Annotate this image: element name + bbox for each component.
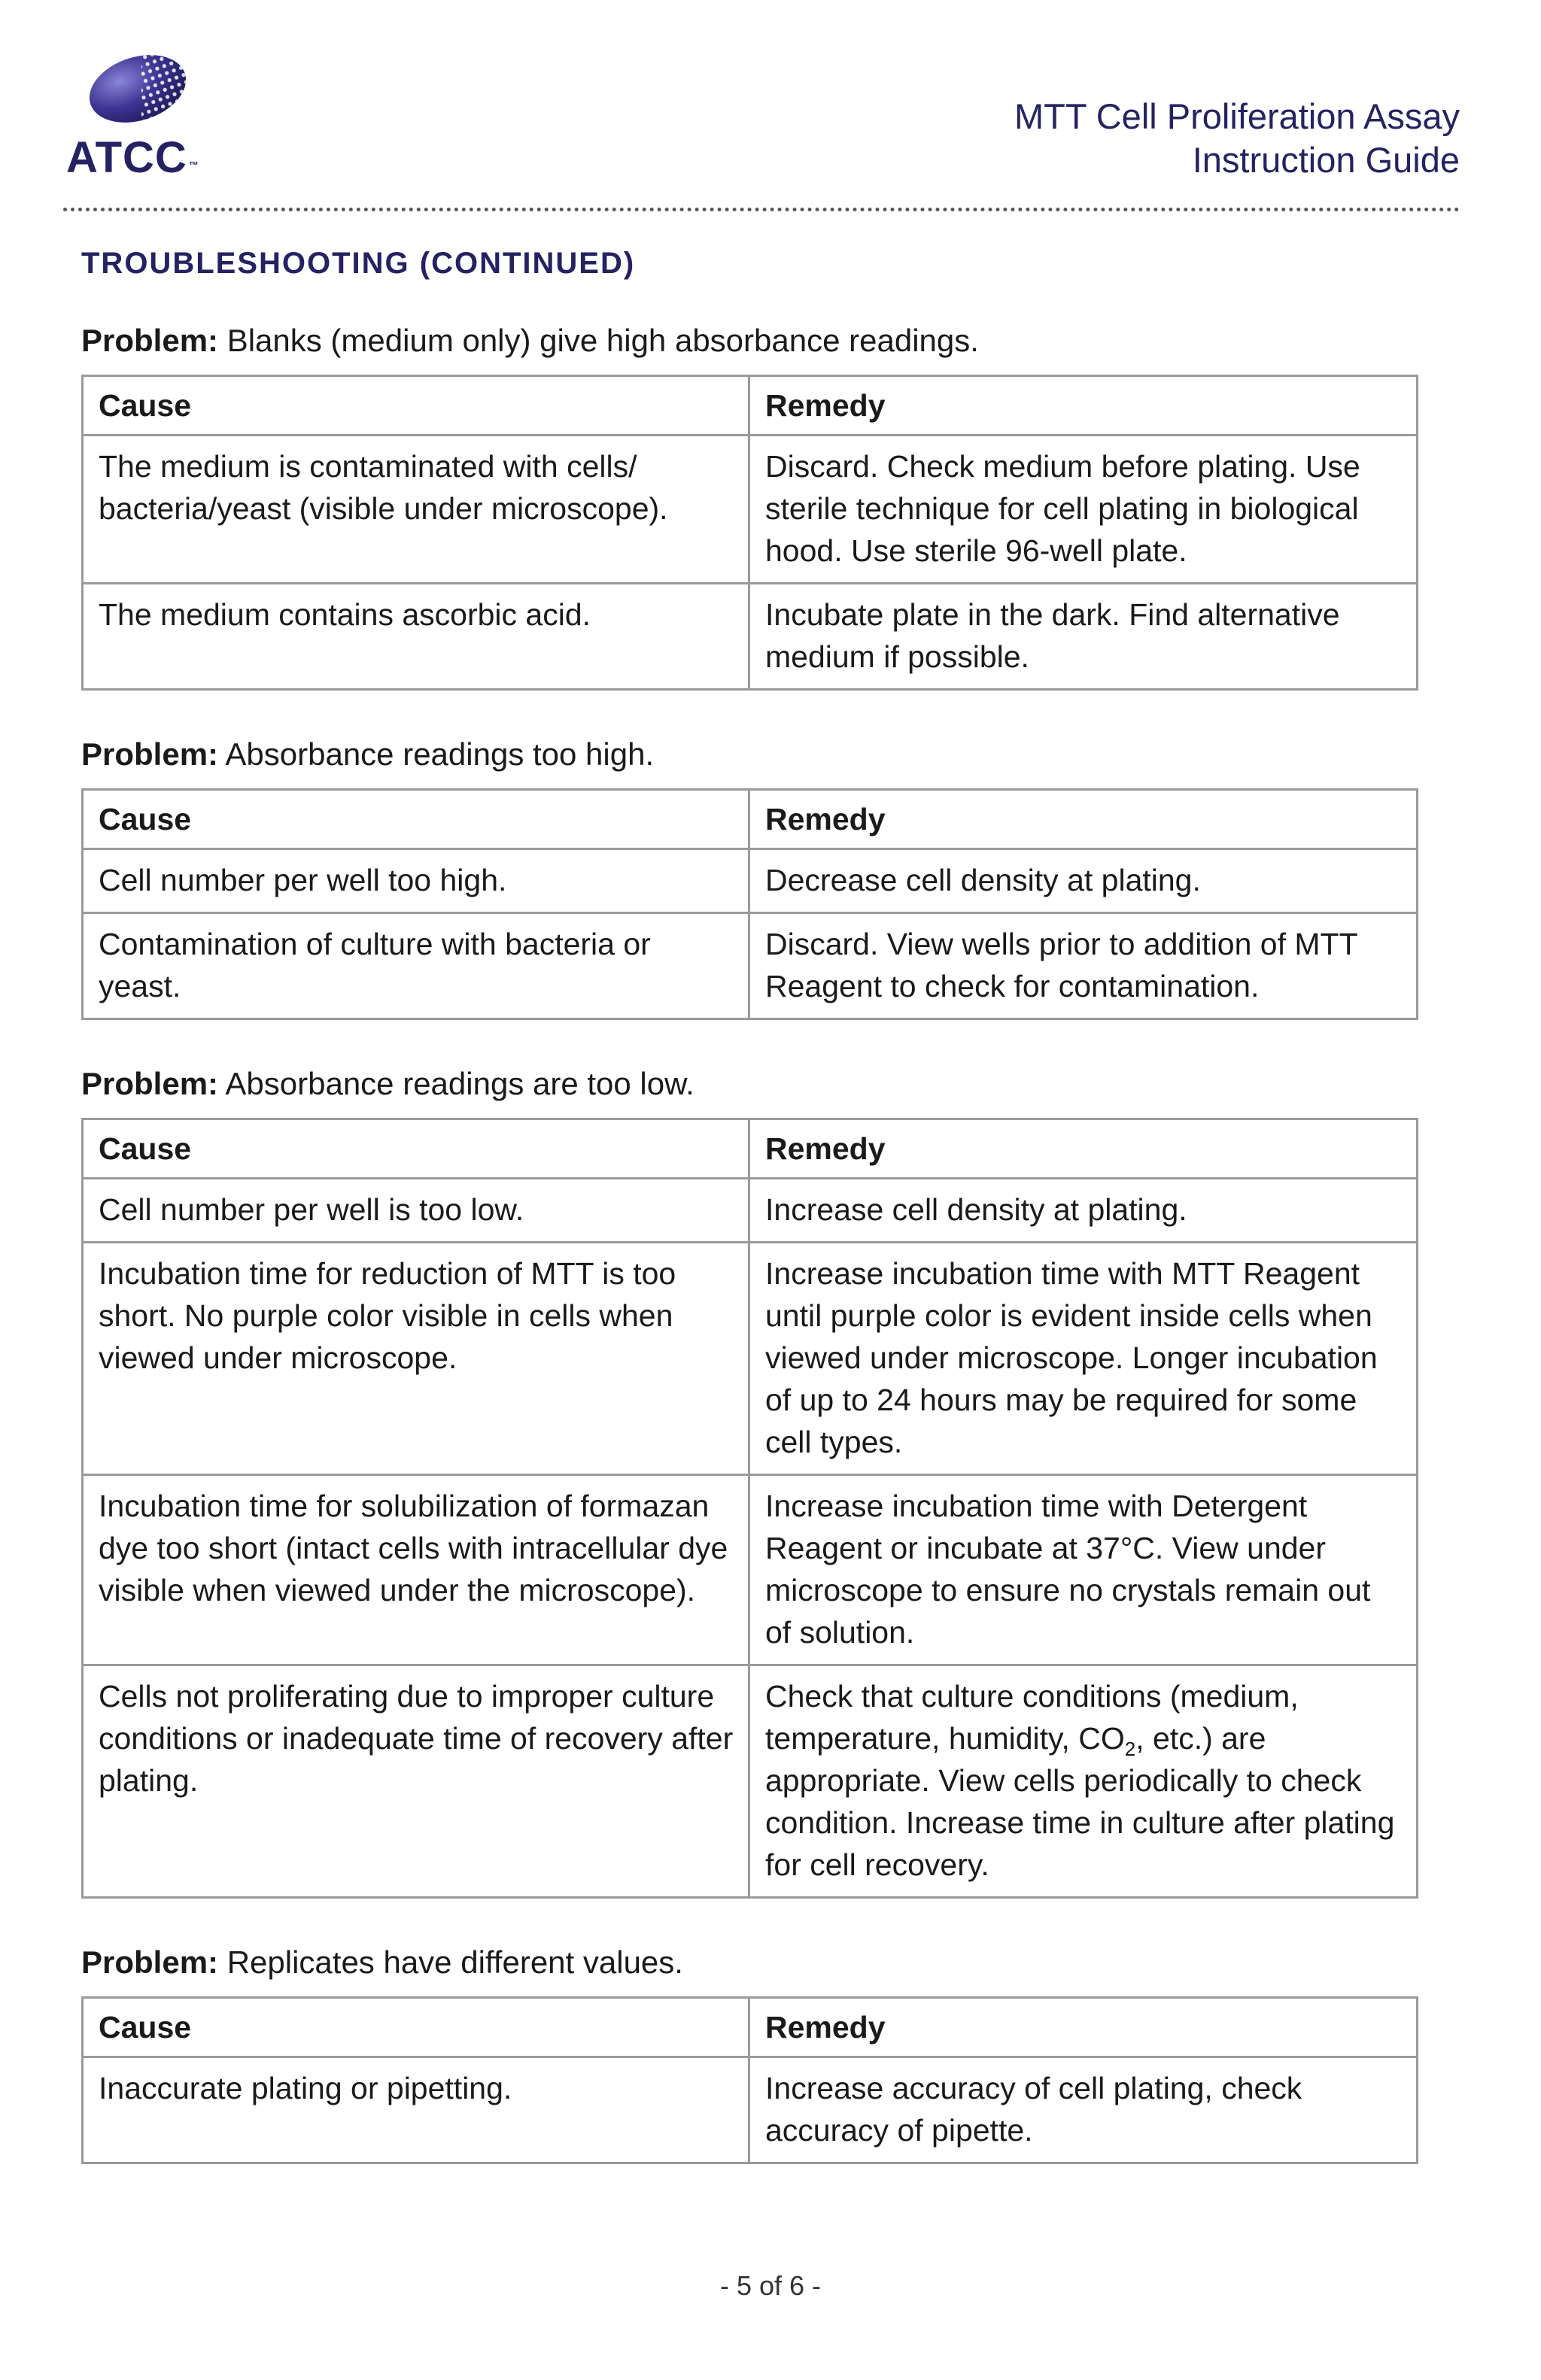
table-row bbox=[83, 849, 1418, 913]
cause-header: Cause bbox=[83, 376, 749, 436]
logo-globe-icon bbox=[66, 50, 209, 132]
remedy-header: Remedy bbox=[749, 790, 1418, 849]
cause-cell: Cell number per well is too low. bbox=[83, 1179, 749, 1243]
remedy-cell bbox=[749, 1665, 1418, 1898]
remedy-header: Remedy bbox=[749, 1119, 1418, 1179]
problem-text: Absorbance readings are too low. bbox=[225, 1066, 695, 1101]
problem-label: Problem: bbox=[81, 1944, 219, 1980]
logo-wordmark: ATCC ™ bbox=[66, 133, 199, 182]
table-row bbox=[83, 1243, 1418, 1475]
troubleshooting-table bbox=[81, 1996, 1418, 2164]
table-row bbox=[83, 584, 1418, 690]
table-row bbox=[83, 1179, 1418, 1243]
cause-cell: The medium is contaminated with cells/ bacteria/yeast (visible under microscope). bbox=[83, 436, 749, 584]
document-title-line-2: Instruction Guide bbox=[1192, 140, 1460, 180]
atcc-logo bbox=[66, 50, 209, 185]
troubleshooting-table bbox=[81, 788, 1418, 1020]
main-content bbox=[81, 242, 1416, 2208]
cause-header: Cause bbox=[83, 790, 749, 849]
remedy-header: Remedy bbox=[749, 1998, 1418, 2057]
header-divider bbox=[63, 208, 1460, 211]
remedy-text: , etc.) are appropriate. View cells periodically to check condition. Increase time in culture after plating for cell recovery. bbox=[765, 1721, 1395, 1882]
problem-statement bbox=[81, 1942, 1416, 1983]
table-row bbox=[83, 1475, 1418, 1665]
page-header bbox=[0, 0, 1541, 218]
remedy-cell: Increase incubation time with Detergent Reagent or incubate at 37°C. View under microscope to ensure no crystals remain out of solution. bbox=[749, 1475, 1418, 1665]
cause-cell: Contamination of culture with bacteria or yeast. bbox=[83, 913, 749, 1019]
remedy-cell: Incubate plate in the dark. Find alternative medium if possible. bbox=[749, 584, 1418, 690]
table-row bbox=[83, 913, 1418, 1019]
cause-cell: Incubation time for solubilization of formazan dye too short (intact cells with intracellular dye visible when viewed under the microscope). bbox=[83, 1475, 749, 1665]
problem-label: Problem: bbox=[81, 323, 219, 358]
table-row bbox=[83, 2057, 1418, 2163]
cause-header: Cause bbox=[83, 1998, 749, 2057]
document-title bbox=[1014, 95, 1460, 182]
cause-cell: Inaccurate plating or pipetting. bbox=[83, 2057, 749, 2163]
problem-label: Problem: bbox=[81, 1066, 219, 1101]
cause-header: Cause bbox=[83, 1119, 749, 1179]
remedy-cell: Increase incubation time with MTT Reagent until purple color is evident inside cells when viewed under microscope. Longer incubation of up to 24 hours may be required for some cell types. bbox=[749, 1243, 1418, 1475]
subscript-2: 2 bbox=[1124, 1738, 1136, 1761]
remedy-cell: Discard. Check medium before plating. Use sterile technique for cell plating in biological hood. Use sterile 96-well plate. bbox=[749, 436, 1418, 584]
remedy-cell: Decrease cell density at plating. bbox=[749, 849, 1418, 913]
problem-text: Blanks (medium only) give high absorbance readings. bbox=[226, 323, 979, 358]
cause-cell: Cell number per well too high. bbox=[83, 849, 749, 913]
problem-statement bbox=[81, 1064, 1416, 1104]
page-number: - 5 of 6 - bbox=[719, 2270, 822, 2301]
table-header-row bbox=[83, 1119, 1418, 1179]
document-title-line-1: MTT Cell Proliferation Assay bbox=[1014, 96, 1460, 136]
troubleshooting-table bbox=[81, 375, 1418, 691]
cause-cell: Incubation time for reduction of MTT is too short. No purple color visible in cells when viewed under microscope. bbox=[83, 1243, 749, 1475]
troubleshooting-table bbox=[81, 1118, 1418, 1899]
cause-cell: The medium contains ascorbic acid. bbox=[83, 584, 749, 690]
table-header-row bbox=[83, 376, 1418, 436]
remedy-text: Check that culture conditions (medium, temperature, humidity, CO bbox=[765, 1679, 1299, 1756]
problem-statement bbox=[81, 734, 1416, 775]
problem-statement bbox=[81, 320, 1416, 361]
remedy-cell: Increase accuracy of cell plating, check accuracy of pipette. bbox=[749, 2057, 1418, 2163]
cause-cell: Cells not proliferating due to improper culture conditions or inadequate time of recovery after plating. bbox=[83, 1665, 749, 1898]
table-header-row bbox=[83, 790, 1418, 849]
table-row bbox=[83, 1665, 1418, 1898]
section-heading: TROUBLESHOOTING (CONTINUED) bbox=[81, 247, 636, 280]
remedy-cell: Discard. View wells prior to addition of MTT Reagent to check for contamination. bbox=[749, 913, 1418, 1019]
problem-text: Absorbance readings too high. bbox=[225, 736, 655, 772]
table-row bbox=[83, 436, 1418, 584]
remedy-cell: Increase cell density at plating. bbox=[749, 1179, 1418, 1243]
problem-label: Problem: bbox=[81, 736, 219, 772]
table-header-row bbox=[83, 1998, 1418, 2057]
problem-text: Replicates have different values. bbox=[226, 1944, 683, 1980]
remedy-header: Remedy bbox=[749, 376, 1418, 436]
